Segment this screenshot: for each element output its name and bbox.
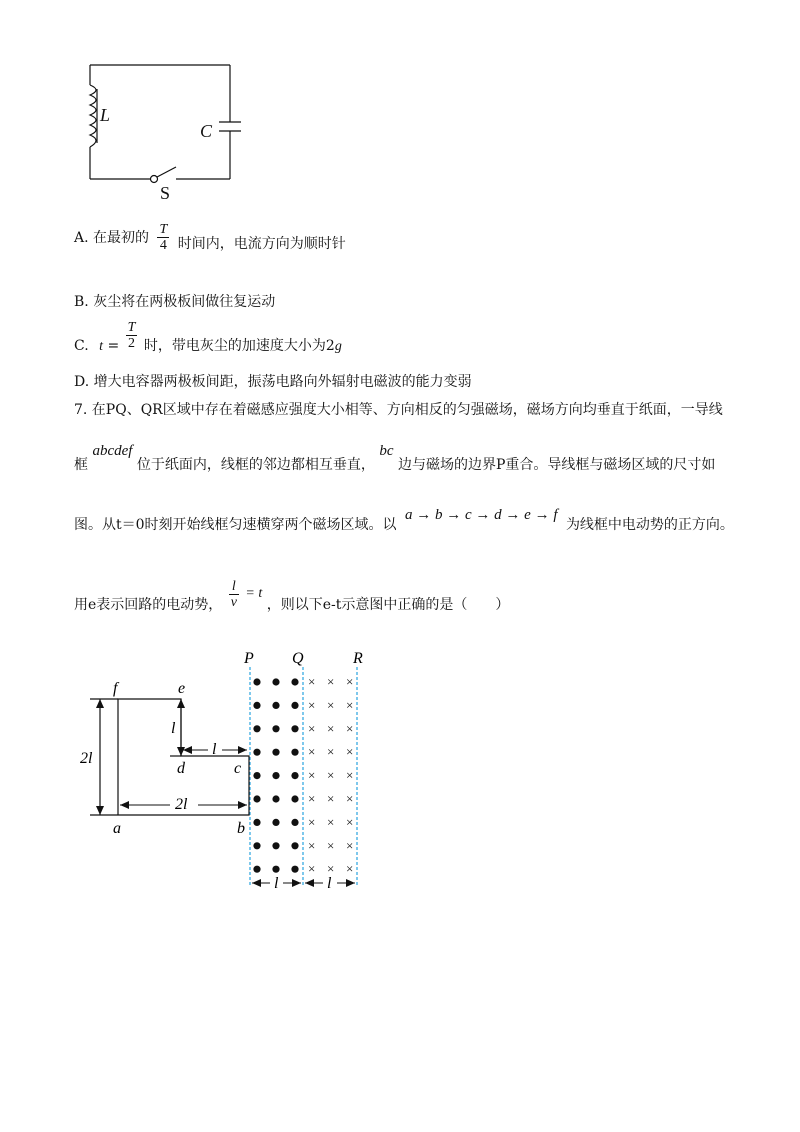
option-a-suffix: 时间内，电流方向为顺时针	[177, 235, 346, 252]
field-cross-symbol: ×	[346, 814, 354, 830]
lc-circuit-diagram	[80, 55, 260, 205]
field-cross-symbol: ×	[327, 674, 335, 689]
vertex-b: b	[237, 820, 245, 837]
field-dot-symbol	[253, 819, 260, 826]
field-dot-symbol	[253, 725, 260, 732]
q7-line-4	[74, 579, 509, 611]
field-cross-symbol: ×	[346, 791, 354, 806]
option-a-prefix: A. 在最初的	[74, 229, 150, 246]
label-R: R	[353, 650, 363, 667]
field-crosses-group	[308, 674, 353, 876]
field-dot-symbol	[291, 819, 298, 826]
q7-line-1-text: 7. 在PQ、QR区域中存在着磁感应强度大小相等、方向相反的匀强磁场，磁场方向均垂直于纸面，一导线	[74, 402, 723, 418]
field-dots-group	[253, 678, 298, 872]
q7-line-4-fraction	[229, 579, 239, 611]
field-cross-symbol: ×	[327, 744, 335, 760]
field-cross-symbol: ×	[346, 720, 354, 736]
dim-l-bottom-2: l	[327, 875, 332, 892]
q7-line-2-c: 边与磁场的边界P重合。导线框与磁场区域的尺寸如	[397, 457, 716, 473]
q7-line-4-eq: = t	[245, 585, 263, 601]
q7-line-4-frac-num: l	[229, 579, 239, 595]
q7-line-3-seq: a → b → c → d → e → f	[405, 507, 558, 523]
option-a-fraction	[157, 222, 169, 254]
field-dot-symbol	[291, 725, 298, 732]
field-dot-symbol	[291, 795, 298, 802]
field-cross-symbol: ×	[346, 837, 354, 853]
q7-line-4-a: 用e表示回路的电动势，	[74, 596, 223, 613]
field-dot-symbol	[291, 749, 298, 756]
option-a-frac-den: 4	[159, 238, 167, 254]
vertex-e: e	[178, 680, 186, 697]
field-dot-symbol	[291, 842, 298, 849]
field-dot-symbol	[253, 842, 260, 849]
field-dot-symbol	[291, 702, 298, 709]
field-dot-symbol	[253, 772, 260, 779]
field-cross-symbol: ×	[308, 697, 316, 713]
q7-line-2	[74, 441, 716, 473]
option-d-text: D. 增大电容器两极板间距，振荡电路向外辐射电磁波的能力变弱	[74, 374, 472, 390]
inductor-label: L	[100, 105, 111, 125]
field-cross-symbol: ×	[327, 791, 335, 806]
field-cross-symbol: ×	[327, 837, 335, 853]
option-c-g: g	[334, 338, 342, 354]
option-c-prefix: C.	[74, 337, 89, 354]
capacitor-label: C	[200, 121, 213, 141]
field-dot-symbol	[253, 866, 260, 873]
field-dot-symbol	[272, 842, 279, 849]
q7-line-4-b: ，则以下e-t示意图中正确的是（ ）	[266, 596, 510, 613]
option-c-suffix: 时，带电灰尘的加速度大小为2	[143, 337, 335, 354]
field-cross-symbol: ×	[308, 767, 316, 783]
vertex-a: a	[113, 820, 121, 837]
field-cross-symbol: ×	[327, 861, 335, 877]
label-P: P	[244, 650, 254, 667]
option-c-eq: =	[107, 337, 120, 354]
label-Q: Q	[292, 650, 304, 667]
option-a-frac-num: T	[159, 222, 168, 237]
option-c-var-t: t	[99, 338, 104, 354]
field-cross-symbol: ×	[308, 674, 316, 689]
option-c-frac-den: 2	[128, 336, 136, 352]
field-dot-symbol	[272, 678, 279, 685]
field-dot-symbol	[253, 702, 260, 709]
option-d	[74, 371, 472, 391]
field-cross-symbol: ×	[327, 767, 335, 783]
option-b-text: B. 灰尘将在两极板间做往复运动	[74, 294, 276, 310]
dim-2l-vertical: 2l	[80, 750, 93, 767]
dim-l-bottom-1: l	[274, 875, 279, 892]
field-cross-symbol: ×	[327, 697, 335, 713]
option-a	[74, 222, 346, 254]
field-dot-symbol	[272, 819, 279, 826]
field-cross-symbol: ×	[346, 674, 354, 689]
field-dot-symbol	[291, 772, 298, 779]
field-dot-symbol	[253, 795, 260, 802]
field-cross-symbol: ×	[346, 697, 354, 713]
field-cross-symbol: ×	[327, 814, 335, 830]
field-cross-symbol: ×	[308, 720, 316, 736]
field-dot-symbol	[272, 795, 279, 802]
field-cross-symbol: ×	[308, 744, 316, 760]
dim-l-vertical: l	[171, 720, 176, 737]
q7-line-4-frac-den: v	[230, 595, 237, 611]
option-b	[74, 291, 275, 311]
option-c	[74, 320, 342, 352]
field-cross-symbol: ×	[346, 767, 354, 783]
q7-line-2-abcdef: abcdef	[92, 443, 133, 459]
switch-label: S	[160, 183, 171, 203]
field-dot-symbol	[272, 702, 279, 709]
field-dot-symbol	[253, 749, 260, 756]
magnetic-field-diagram	[80, 645, 380, 895]
q7-line-3-a: 图。从t＝0时刻开始线框匀速横穿两个磁场区域。以	[74, 517, 397, 533]
q7-line-2-a: 框	[74, 457, 88, 473]
field-cross-symbol: ×	[346, 861, 354, 877]
field-dot-symbol	[253, 678, 260, 685]
dim-l-horizontal: l	[212, 741, 217, 758]
field-dot-symbol	[272, 866, 279, 873]
vertex-f: f	[113, 680, 118, 697]
q7-line-2-bc: bc	[379, 443, 394, 459]
vertex-c: c	[234, 760, 242, 777]
q7-line-2-b: 位于纸面内，线框的邻边都相互垂直，	[136, 457, 375, 473]
field-dot-symbol	[291, 678, 298, 685]
q7-line-3	[74, 505, 734, 533]
field-dot-symbol	[272, 725, 279, 732]
field-cross-symbol: ×	[308, 814, 316, 830]
vertex-d: d	[177, 760, 185, 777]
field-dot-symbol	[291, 866, 298, 873]
option-c-frac-num: T	[127, 320, 136, 335]
option-c-fraction	[126, 320, 138, 352]
q7-line-1	[74, 399, 723, 419]
field-cross-symbol: ×	[346, 744, 354, 760]
field-cross-symbol: ×	[327, 720, 335, 736]
field-dot-symbol	[272, 772, 279, 779]
dim-2l-horizontal: 2l	[175, 796, 188, 813]
q7-line-3-b: 为线框中电动势的正方向。	[565, 517, 734, 533]
field-dot-symbol	[272, 749, 279, 756]
field-cross-symbol: ×	[308, 791, 316, 806]
field-cross-symbol: ×	[308, 861, 316, 877]
field-cross-symbol: ×	[308, 837, 316, 853]
